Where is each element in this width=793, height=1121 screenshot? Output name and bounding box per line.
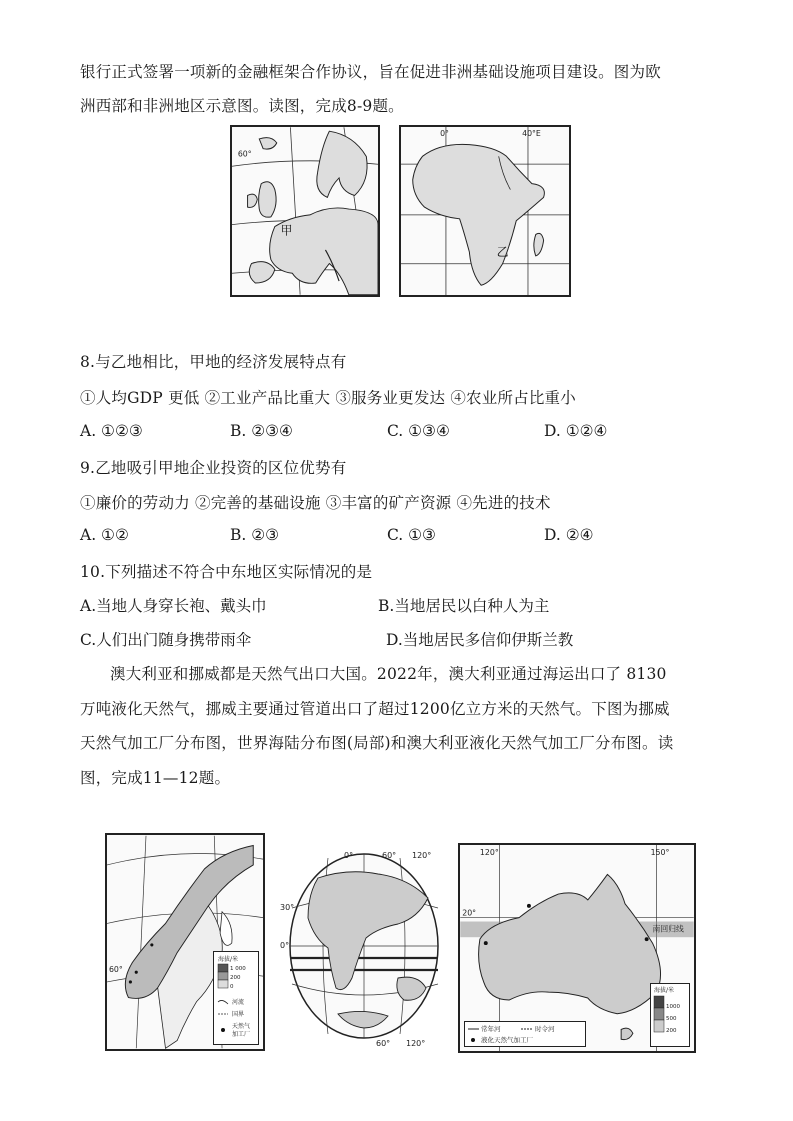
passage-line-4: 图，完成11—12题。 xyxy=(80,769,231,787)
aus-lon-150: 150° xyxy=(650,847,670,857)
norway-legend-v1: 1 000 xyxy=(230,966,246,972)
marker-jia: 甲 xyxy=(280,223,293,238)
q10-option-b[interactable]: B.当地居民以白种人为主 xyxy=(378,597,550,615)
passage-line-1: 澳大利亚和挪威都是天然气出口大国。2022年，澳大利亚通过海运出口了 8130 xyxy=(110,665,667,683)
q10-option-d[interactable]: D.当地居民多信仰伊斯兰教 xyxy=(386,631,574,649)
passage-line-2: 万吨液化天然气，挪威主要通过管道出口了超过1200亿立方米的天然气。下图为挪威 xyxy=(80,700,670,718)
q10-option-a[interactable]: A.当地人身穿长袍、戴头巾 xyxy=(80,597,267,615)
africa-lon-0: 0° xyxy=(440,128,449,138)
intro-line-2: 洲西部和非洲地区示意图。读图，完成8-9题。 xyxy=(80,97,404,115)
globe-lon-top-0: 0° xyxy=(344,851,354,860)
norway-legend-river: 河流 xyxy=(232,999,245,1006)
intro-line-1: 银行正式签署一项新的金融框架合作协议，旨在促进非洲基础设施项目建设。图为欧 xyxy=(80,63,661,81)
globe-lon-top-120: 120° xyxy=(412,851,432,860)
aus-lon-120: 120° xyxy=(479,847,499,857)
q9-items: ①廉价的劳动力 ②完善的基础设施 ③丰富的矿产资源 ④先进的技术 xyxy=(80,494,551,512)
norway-map xyxy=(105,833,265,1051)
q9-stem: 9.乙地吸引甲地企业投资的区位优势有 xyxy=(80,459,347,477)
norway-legend-v3: 0 xyxy=(230,984,234,990)
aus-legend-perennial: 常年河 xyxy=(481,1025,501,1033)
globe-lon-bot-60: 60° xyxy=(376,1039,391,1048)
aus-legend-v3: 200 xyxy=(666,1028,677,1034)
globe-lat-30: 30° xyxy=(280,903,295,912)
q8-option-b[interactable]: B. ②③④ xyxy=(230,422,293,440)
africa-lon-40: 40°E xyxy=(522,128,541,138)
aus-legend-v1: 1000 xyxy=(666,1004,680,1010)
world-globe-svg xyxy=(278,838,448,1053)
aus-legend-symbols xyxy=(464,1021,586,1047)
aus-legend-lng: 液化天然气加工厂 xyxy=(481,1036,533,1044)
q8-option-c[interactable]: C. ①③④ xyxy=(387,422,450,440)
africa-map xyxy=(399,125,571,297)
norway-legend-plant-2: 加工厂 xyxy=(232,1031,251,1038)
aus-tropic-label: 南回归线 xyxy=(652,924,684,934)
aus-legend-elevation xyxy=(650,983,690,1047)
q8-option-a[interactable]: A. ①②③ xyxy=(80,422,143,440)
australia-map xyxy=(458,843,696,1053)
q8-stem: 8.与乙地相比，甲地的经济发展特点有 xyxy=(80,353,347,371)
aus-legend-seasonal: 时令河 xyxy=(535,1025,555,1033)
aus-lat-20: 20° xyxy=(462,908,477,918)
globe-lon-top-60: 60° xyxy=(382,851,397,860)
q9-option-d[interactable]: D. ②④ xyxy=(544,526,594,544)
q8-option-d[interactable]: D. ①②④ xyxy=(544,422,608,440)
europe-map-svg xyxy=(232,127,378,295)
norway-lat-label: 60° xyxy=(108,965,123,975)
q10-stem: 10.下列描述不符合中东地区实际情况的是 xyxy=(80,563,373,581)
q9-option-b[interactable]: B. ②③ xyxy=(230,526,280,544)
world-globe-map xyxy=(278,838,448,1053)
africa-map-svg xyxy=(401,127,569,295)
q8-items: ①人均GDP 更低 ②工业产品比重大 ③服务业更发达 ④农业所占比重小 xyxy=(80,389,576,407)
globe-lat-0: 0° xyxy=(280,941,290,950)
norway-legend-plant-1: 天然气 xyxy=(232,1023,251,1030)
norway-legend-border: 国界 xyxy=(232,1011,245,1018)
norway-legend-title: 海拔/米 xyxy=(218,956,239,963)
globe-lon-bot-120: 120° xyxy=(406,1039,426,1048)
q9-option-c[interactable]: C. ①③ xyxy=(387,526,436,544)
europe-lat-label: 60° xyxy=(237,149,252,159)
aus-legend-title: 海拔/米 xyxy=(654,987,675,994)
europe-map xyxy=(230,125,380,297)
norway-legend-v2: 200 xyxy=(230,975,241,981)
marker-yi: 乙 xyxy=(496,244,509,259)
norway-legend xyxy=(213,951,259,1045)
aus-legend-v2: 500 xyxy=(666,1016,677,1022)
q9-option-a[interactable]: A. ①② xyxy=(80,526,129,544)
q10-option-c[interactable]: C.人们出门随身携带雨伞 xyxy=(80,631,252,649)
passage-line-3: 天然气加工厂分布图，世界海陆分布图(局部)和澳大利亚液化天然气加工厂分布图。读 xyxy=(80,734,674,752)
